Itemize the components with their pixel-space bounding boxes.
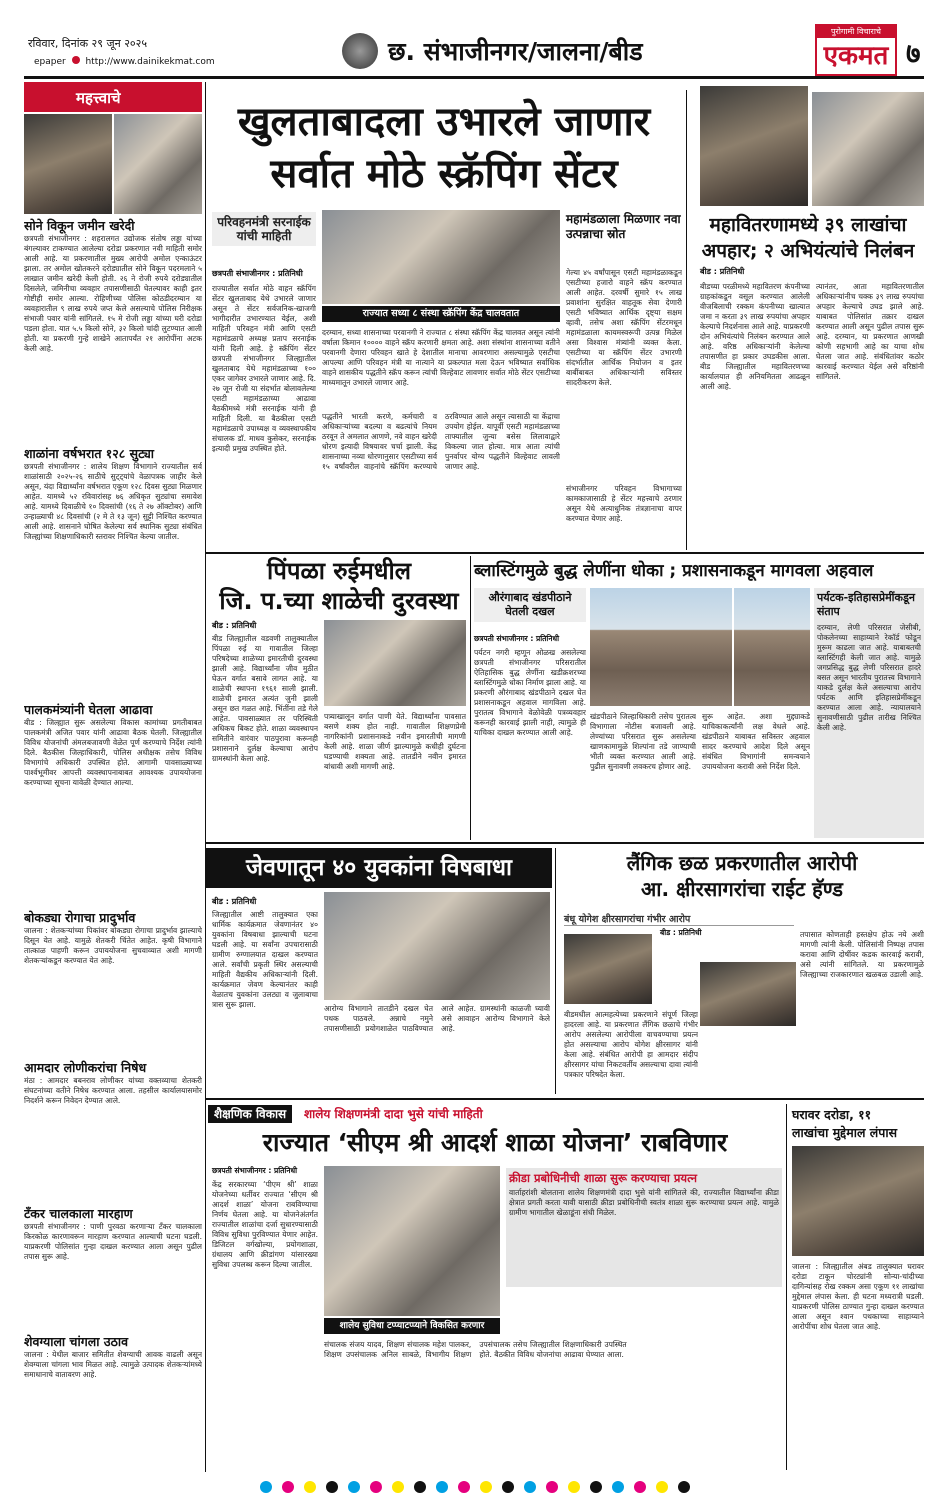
registration-dot xyxy=(458,1481,470,1493)
lead-body-right: पद्धतीने भारती करणे, कर्मचारी व अधिकाऱ्यांच्या बदल्या व बढत्यांचे नियम ठरवून ते अमलात आणणे, नवे वाहन खरेदी धोरण इत्यादी विषयावर चर्चा झाली. केंद्र शासनाच्या नव्या धोरणानुसार एसटीच्या सर्व १५ वर्षांवरील वाहनांचे स्क्रॅपिंग करण्याचे ठरविण्यात आले असून त्यासाठी या केंद्राचा उपयोग होईल. यापूर्वी एसटी महामंडळाच्या ताफ्यातील जुन्या बसेस लिलावाद्वारे विकल्या जात होत्या. मात्र आता त्यांची पुनर्वापर योग्य पद्धतीने विल्हेवाट लावली जाणार आहे. xyxy=(322,412,560,471)
sidebar-story-body: छत्रपती संभाजीनगर : शहरालगत उद्योजक संतोष लड्डा यांच्या बंगल्यावर टाकण्यात आलेल्या दरोडा प्रकरणात नवी माहिती समोर आली आहे. या प्रकरणातील मुख्य आरोपी अमोल एन्काऊंटर झाला. तर अमोल खोतकरने दरोड्यातील सोने विकून पदरमलाने ५ लाखात जमीन खरेदी केली होती. २६ ने रोजी रुपये दरोड्यातील दिसलेले, जमिनीचा व्यवहार तपासणीसाठी घेतल्यावर काही इतर गोष्टीही समोर आल्या. रोहिणीच्या पोलिस कोठडीदरम्यान या व्यवहारातील ९ लाख रुपये जप्त केले असल्याचे पोलिस निरीक्षक संभाजी पवार यांनी सांगितले. १५ मे रोजी लड्डा यांच्या घरी दरोडा पडला होता. यात ५.५ किलो सोने, ३२ किलो चांदी लुटण्यात आली होती. या प्रकरणी गुन्हे शाखेने आतापर्यंत २१ आरोपींना अटक केली आहे. xyxy=(24,234,202,353)
sidebar-story-title: शेवग्याला चांगला उठाव xyxy=(24,1334,129,1349)
emblem-icon xyxy=(342,33,378,69)
registration-dot xyxy=(414,1481,426,1493)
sidebar-story-title: टँकर चालकाला मारहाण xyxy=(24,1206,133,1221)
pimpala-headline-line1: पिंपळा रुईमधील xyxy=(266,557,412,585)
sidebar-story-body: छत्रपती संभाजीनगर : पाणी पुरवठा करणाऱ्या टँकर चालकाला किरकोळ कारणावरून मारहाण करण्यात आल्याची घटना घडली. याप्रकरणी पोलिसांत गुन्हा दाखल करण्यात आला असून पुढील तपास सुरू आहे. xyxy=(24,1222,202,1261)
row3-rule xyxy=(206,1098,924,1100)
website-url: http://www.dainikekmat.com xyxy=(85,57,215,67)
ellora-byline: छत्रपती संभाजीनगर : प्रतिनिधी xyxy=(474,634,560,643)
edition-title: छ. संभाजीनगर/जालना/बीड xyxy=(388,37,643,66)
sidebar-story-title: बोकड्या रोगाचा प्रादुर्भाव xyxy=(24,910,136,925)
gharfod-headline xyxy=(792,1106,924,1142)
brand-logo xyxy=(815,24,897,76)
sidebar-story xyxy=(24,1060,202,1202)
laingik-body: बीडमधील आत्महत्येच्या प्रकरणाने संपूर्ण जिल्हा हादरला आहे. या प्रकरणात लैंगिक छळाचे गंभीर आरोप असलेल्या आरोपीला वाचवण्याचा प्रयत्न होत असल्याचा आरोप योगेश क्षीरसागर यांनी केला आहे. संबंधित आरोपी हा आमदार संदीप क्षीरसागर यांचा निकटवर्तीय असल्याचा दावा त्यांनी पत्रकार परिषदेत केला. xyxy=(564,1010,698,1079)
ellora-kicker: औरंगाबाद खंडपीठाने घेतली दखल xyxy=(488,591,572,618)
pimpala-body2: पत्र्याखालून वर्गात पाणी येते. विद्यार्थ्यांना पावसात बसणे शक्य होत नाही. गावातील शिक्षणप्रेमी नागरिकांनी प्रशासनाकडे नवीन इमारतीची मागणी केली आहे. शाळा जीर्ण झाल्यामुळे कधीही दुर्घटना घडण्याची शक्यता आहे. तातडीने नवीन इमारत बांधावी अशी मागणी आहे. xyxy=(324,712,466,771)
epaper-label: epaper xyxy=(34,57,66,67)
school-photo xyxy=(324,620,466,706)
sidebar-story xyxy=(24,218,202,442)
sidebar-story xyxy=(24,1206,202,1330)
shaikshanik-subtitle: शालेय शिक्षणमंत्री दादा भुसे यांची माहिती xyxy=(304,1107,483,1121)
lead-kicker-box xyxy=(212,212,316,246)
jevan-body: जिल्ह्यातील आष्टी तालुक्यात एका धार्मिक कार्यक्रमात जेवणानंतर ४० युवकांना विषबाधा झाल्याची घटना घडली आहे. या सर्वांना उपचारासाठी ग्रामीण रुग्णालयात दाखल करण्यात आले. सर्वांची प्रकृती स्थिर असल्याची माहिती वैद्यकीय अधिकाऱ्यांनी दिली. कार्यक्रमात जेवण केल्यानंतर काही वेळातच युवकांना उलट्या व जुलाबाचा त्रास सुरू झाला. xyxy=(212,910,318,1009)
sidebar-story-body: मंठा : आमदार बबनराव लोणीकर यांच्या वक्तव्याचा शेतकरी संघटनांच्या वतीने निषेध करण्यात आला. तहसील कार्यालयासमोर निदर्शने करून निवेदन देण्यात आले. xyxy=(24,1076,202,1105)
meeting-photo xyxy=(322,210,560,304)
shaikshanik-divider xyxy=(786,1104,787,1470)
shaikshanik-photo-caption: शालेय सुविधा टप्प्याटप्प्याने विकसित करणार xyxy=(324,1318,500,1334)
sidebar-story-list xyxy=(24,218,202,1414)
registration-dot xyxy=(326,1481,338,1493)
registration-dot xyxy=(502,1481,514,1493)
color-registration-marks xyxy=(55,1478,895,1494)
mahamandal-headline: महामंडळाला मिळणार नवा उत्पन्नाचा स्रोत xyxy=(566,212,681,241)
page-number: ७ xyxy=(906,37,921,70)
shaikshanik-strap xyxy=(208,1104,782,1124)
registration-dot xyxy=(480,1481,492,1493)
shaikshanik-body: केंद्र सरकारच्या ‘पीएम श्री’ शाळा योजनेच्या धर्तीवर राज्यात ‘सीएम श्री आदर्श शाळा’ योजना राबविण्याचा निर्णय घेतला आहे. या योजनेअंतर्गत राज्यातील शाळांचा दर्जा सुधारण्यासाठी विविध सुविधा पुरविण्यात येणार आहेत. डिजिटल वर्गखोल्या, प्रयोगशाळा, ग्रंथालय आणि क्रीडांगण यांसारख्या सुविधा उपलब्ध करून दिल्या जातील. xyxy=(212,1180,318,1269)
pimpala-byline: बीड : प्रतिनिधी xyxy=(212,621,257,630)
mahavitaran-byline: बीड : प्रतिनिधी xyxy=(700,267,745,276)
sidebar-story xyxy=(24,702,202,906)
mahamandal-extra: संभाजीनगर परिवहन विभागाच्या कामकाजासाठी हे सेंटर महत्त्वाचे ठरणार असून येथे अत्याधुनिक तंत्रज्ञानाचा वापर करण्यात येणार आहे. xyxy=(566,484,682,523)
mahavitaran-body-left: बीडच्या परळीमध्ये महावितरण कंपनीच्या ग्राहकांकडून वसूल करण्यात आलेली वीजबिलाची रक्कम कंपनीच्या खात्यात जमा न करता ३९ लाख रुपयांचा अपहार केल्याचे निदर्शनास आले आहे. याप्रकरणी दोन अभियंत्यांचे निलंबन करण्यात आले आहे. वरिष्ठ अधिकाऱ्यांनी केलेल्या तपासणीत हा प्रकार उघडकीस आला. बीड जिल्ह्यातील महावितरणच्या कार्यालयात ही अनियमितता आढळून आली आहे. xyxy=(700,282,810,391)
sidebar-story-body: बीड : जिल्ह्यात सुरू असलेल्या विकास कामांच्या प्रगतीबाबत पालकमंत्री अजित पवार यांनी आढावा बैठक घेतली. जिल्ह्यातील विविध योजनांची अंमलबजावणी वेळेत पूर्ण करण्याचे निर्देश त्यांनी दिले. बैठकीस जिल्हाधिकारी, पोलिस अधीक्षक तसेच विविध विभागांचे अधिकारी उपस्थित होते. आगामी पावसाळ्याच्या पार्श्वभूमीवर आपत्ती व्यवस्थापनाबाबत आवश्यक उपाययोजना करण्याच्या सूचना यावेळी देण्यात आल्या. xyxy=(24,718,202,787)
house-photo xyxy=(792,1146,924,1256)
sidebar-story xyxy=(24,1334,202,1414)
gharfod-headline-line1: घरावर दरोडा, ११ xyxy=(792,1107,872,1122)
row2-rule xyxy=(206,842,924,844)
accused-photo-2 xyxy=(700,962,796,1026)
shaikshanik-headline: राज्यात ‘सीएम श्री आदर्श शाळा योजना’ राबविणार xyxy=(262,1128,728,1157)
minister-photo xyxy=(324,1166,500,1316)
cave-photo-1 xyxy=(590,588,732,706)
sidebar-story-title: पालकमंत्र्यांनी घेतला आढावा xyxy=(24,702,153,717)
registration-dot xyxy=(590,1481,602,1493)
registration-dot xyxy=(678,1481,690,1493)
pimpala-headline-line2: जि. प.च्या शाळेची दुरवस्था xyxy=(219,587,459,615)
saint-photo xyxy=(114,114,202,214)
woman-photo xyxy=(24,114,112,214)
ellora-headline: ब्लास्टिंगमुळे बुद्ध लेणींना धोका ; प्रशासनाकडून मागवला अहवाल xyxy=(474,561,874,581)
registration-dot xyxy=(546,1481,558,1493)
paryatak-box xyxy=(814,588,924,838)
engineer1-photo xyxy=(700,86,808,206)
registration-dot xyxy=(656,1481,668,1493)
pimpala-body: बीड जिल्ह्यातील वडवणी तालुक्यातील पिंपळा रुई या गावातील जिल्हा परिषदेच्या शाळेच्या इमारतीची दुरवस्था झाली आहे. विद्यार्थ्यांना जीव मुठीत घेऊन वर्गात बसावे लागत आहे. या शाळेची स्थापना १९६१ साली झाली. शाळेची इमारत अत्यंत जुनी झाली असून छत गळत आहे. भिंतींना तडे गेले आहेत. पावसाळ्यात तर परिस्थिती अधिकच बिकट होते. शाळा व्यवस्थापन समितीने वारंवार पाठपुरावा करूनही प्रशासनाने दुर्लक्ष केल्याचा आरोप ग्रामस्थांनी केला आहे. xyxy=(212,634,318,763)
shaikshanik-body2: संचालक संजय यादव, शिक्षण संचालक महेश पालकर, शिक्षण उपसंचालक अनिल साबळे, विभागीय शिक्षण उपसंचालक तसेच जिल्ह्यातील शिक्षणाधिकारी उपस्थित होते. बैठकीत विविध योजनांचा आढावा घेण्यात आला. xyxy=(324,1340,627,1359)
sidebar-story-body: जालना : येथील बाजार समितीत शेवग्याची आवक वाढली असून शेवग्याला चांगला भाव मिळत आहे. त्यामुळे उत्पादक शेतकऱ्यांमध्ये समाधानाचे वातावरण आहे. xyxy=(24,1350,202,1379)
lead-body-mid: दरम्यान, सध्या शासनाच्या परवानगी ने राज्यात ८ संस्था स्क्रॅपिंग केंद्र चालवत असून त्यांनी वर्षाला किमान १०००० वाहने स्क्रॅप करणारी क्षमता आहे. अशा संस्थांना शासनाच्या वतीने परवानगी देणारा परिवहन खाते हे देशातील मानाचा आवरणारा असल्यामुळे एसटीचा आपल्या आणि परिवहन मंत्री या नात्याने या प्रकल्पात मला देऊन भविष्यात सर्वाधिक वाहने शासकीय पद्धतीने स्क्रॅप करून त्यांची विल्हेवाट लावणार सर्वात मोठे सेंटर एसटीच्या माध्यमातून उभारले जाणार आहे. xyxy=(322,328,560,387)
laingik-body2: तपासात कोणताही हस्तक्षेप होऊ नये अशी मागणी त्यांनी केली. पोलिसांनी निष्पक्ष तपास करावा आणि दोषींवर कडक कारवाई करावी, असे त्यांनी सांगितले. या प्रकरणामुळे जिल्ह्याच्या राजकारणात खळबळ उडाली आहे. xyxy=(800,930,924,979)
registration-dot xyxy=(304,1481,316,1493)
globe-icon xyxy=(72,56,80,64)
sidebar-column xyxy=(24,82,202,1472)
jevan-body2: आरोग्य विभागाने तातडीने दखल घेत पथक पाठवले. अन्नाचे नमुने तपासणीसाठी प्रयोगशाळेत पाठविण्यात आले आहेत. ग्रामस्थांनी काळजी घ्यावी असे आवाहन आरोग्य विभागाने केले आहे. xyxy=(324,1004,550,1033)
jevan-byline: बीड : प्रतिनिधी xyxy=(212,897,257,906)
paryatak-body: दरम्यान, लेणी परिसरात जेसीबी, पोकलेनच्या साहाय्याने रेकॉर्ड फोडून मुरूम काढला जात आहे. याबाबतची ब्लास्टिंगही केली जात आहे. यामुळे जगप्रसिद्ध बुद्ध लेणी परिसरात हादरे बसत असून भारतीय पुरातत्त्व विभागाने याकडे दुर्लक्ष केले असल्याचा आरोप पर्यटक आणि इतिहासप्रेमींकडून करण्यात आला आहे. न्यायालयाने सुनावणीसाठी पुढील तारीख निश्चित केली आहे. xyxy=(817,623,921,732)
kreeda-headline: क्रीडा प्रबोधिनीची शाळा सुरू करण्याचा प्रयत्न xyxy=(509,1171,698,1185)
laingik-kicker-box xyxy=(564,912,794,926)
sidebar-story xyxy=(24,910,202,1056)
lead-kicker: परिवहनमंत्री सरनाईक यांची माहिती xyxy=(217,215,311,243)
registration-dot xyxy=(568,1481,580,1493)
laingik-kicker: बंधू योगेश क्षीरसागरांचा गंभीर आरोप xyxy=(564,914,691,925)
laingik-headline-line2: आ. क्षीरसागरांचा राईट हॅण्ड xyxy=(641,877,843,901)
sidebar-story-title: आमदार लोणीकरांचा निषेध xyxy=(24,1060,147,1075)
lead-byline: छत्रपती संभाजीनगर : प्रतिनिधी xyxy=(212,269,303,278)
ellora-body3: सुरू आहेत. अशा मुद्द्याकडे याचिकाकर्त्यांनी लक्ष वेधले आहे. खंडपीठाने याबाबत सविस्तर अहवाल सादर करण्याचे आदेश दिले असून संबंधित विभागांनी समन्वयाने उपाययोजना करावी असे निर्देश दिले. xyxy=(702,712,810,771)
mahamandal-body: गेल्या ४५ वर्षांपासून एसटी महामंडळाकडून एसटीच्या हजारो वाहने स्क्रॅप करण्यात आली आहेत. दरवर्षी सुमारे १५ लाख प्रवाशांना सुरक्षित वाहतूक सेवा देणारी एसटी भविष्यात आर्थिक दृष्ट्या सक्षम व्हावी, तसेच अशा स्क्रॅपिंग सेंटरमधून महामंडळाला कायमस्वरूपी उत्पन्न मिळेल असा विश्वास मंत्र्यांनी व्यक्त केला. एसटीच्या या स्क्रॅपिंग सेंटर उभारणी संदर्भातील आर्थिक नियोजन व इतर बाबींबाबत अधिकाऱ्यांनी सविस्तर सादरीकरण केले. xyxy=(566,268,682,387)
lead-headline xyxy=(206,96,682,200)
shaikshanik-byline: छत्रपती संभाजीनगर : प्रतिनिधी xyxy=(212,1166,298,1175)
paryatak-headline: पर्यटक-इतिहासप्रेमींकडून संताप xyxy=(817,591,915,618)
sidebar-story xyxy=(24,446,202,698)
hospital-photo xyxy=(324,892,550,1000)
lead-photo-caption: राज्यात सध्या ८ संस्था स्क्रॅपिंग केंद्र चालवतात xyxy=(322,306,560,322)
sidebar-header: महत्त्वाचे xyxy=(24,82,202,112)
laingik-headline xyxy=(560,850,924,902)
brand-tagline: पुरोगामी विचाराचे xyxy=(817,26,895,38)
ellora-kicker-box xyxy=(474,588,586,622)
ellora-body2: खंडपीठाने जिल्हाधिकारी तसेच पुरातत्व विभागाला नोटीस बजावली आहे. लेण्यांच्या परिसरात सुरू असलेल्या खाणकामामुळे शिल्पांना तडे जाण्याची भीती व्यक्त करण्यात आली आहे. पुढील सुनावणी लवकरच होणार आहे. xyxy=(590,712,696,771)
pimpala-headline xyxy=(208,556,470,616)
lead-divider xyxy=(686,90,687,550)
registration-dot xyxy=(634,1481,646,1493)
registration-dot xyxy=(436,1481,448,1493)
sidebar-divider xyxy=(205,82,206,1472)
ellora-body: पर्यटन नगरी म्हणून ओळख असलेल्या छत्रपती संभाजीनगर परिसरातील ऐतिहासिक बुद्ध लेणींना खडीक्रशरच्या ब्लास्टिंगमुळे धोका निर्माण झाला आहे. या प्रकरणी औरंगाबाद खंडपीठाने दखल घेत प्रशासनाकडून अहवाल मागविला आहे. पुरातत्व विभागाने वेळोवेळी पत्रव्यवहार करूनही कारवाई झाली नाही, त्यामुळे ही याचिका दाखल करण्यात आली आहे. xyxy=(474,648,586,737)
laingik-byline: बीड : प्रतिनिधी xyxy=(660,928,702,937)
registration-dot xyxy=(348,1481,360,1493)
issue-date: रविवार, दिनांक २९ जून २०२५ xyxy=(28,37,148,50)
sidebar-story-title: शाळांना वर्षभरात १२८ सुट्या xyxy=(24,446,155,461)
registration-dot xyxy=(260,1481,272,1493)
row1-rule xyxy=(206,552,924,554)
lead-headline-line1: खुलताबादला उभारले जाणार xyxy=(237,99,651,145)
mahamandal-kicker xyxy=(566,212,686,242)
pimpala-divider xyxy=(470,556,471,840)
kreeda-box xyxy=(506,1168,782,1287)
jevan-divider xyxy=(555,848,556,1094)
jevan-headline: जेवणातून ४० युवकांना विषबाधा xyxy=(206,848,552,888)
laingik-headline-line1: लैंगिक छळ प्रकरणातील आरोपी xyxy=(626,851,858,875)
kreeda-body: वार्ताहरांशी बोलताना शालेय शिक्षणमंत्री दादा भुसे यांनी सांगितले की, राज्यातील विद्यार्थ्यांना क्रीडा क्षेत्रात प्रगती करता यावी यासाठी क्रीडा प्रबोधिनीची स्वतंत्र शाळा सुरू करण्याचा प्रयत्न आहे. यामुळे ग्रामीण भागातील खेळाडूंना संधी मिळेल. xyxy=(509,1188,779,1217)
cave-photo-2 xyxy=(734,588,810,706)
lead-headline-line2: सर्वात मोठे स्क्रॅपिंग सेंटर xyxy=(270,151,618,197)
sidebar-story-title: सोने विकून जमीन खरेदी xyxy=(24,218,135,233)
registration-dot xyxy=(370,1481,382,1493)
sidebar-story-body: छत्रपती संभाजीनगर : शालेय शिक्षण विभागाने राज्यातील सर्व शाळांसाठी २०२५-२६ साठीचे सुट्ट्यांचे वेळापत्रक जाहीर केले असून, यंदा विद्यार्थ्यांना वर्षभरात एकूण १२८ दिवस सुट्या मिळणार आहेत. यामध्ये ५२ रविवारांसह ७६ अधिकृत सुट्यांचा समावेश आहे. यामध्ये दिवाळीचे १० दिवसांची (१६ ते २७ ऑक्टोबर) आणि उन्हाळ्याची ४८ दिवसांची (२ मे ते १३ जून) सुट्टी निश्चित करण्यात आली आहे. शासनाने घोषित केलेल्या सर्व स्थानिक सुट्या संबंधित जिल्ह्यांच्या शिक्षणाधिकारी स्तरावर निश्चित केल्या जातील. xyxy=(24,462,202,541)
registration-dot xyxy=(282,1481,294,1493)
brand-name: एकमत xyxy=(823,41,889,71)
registration-dot xyxy=(612,1481,624,1493)
shaikshanik-label: शैक्षणिक विकास xyxy=(208,1105,292,1123)
engineer2-photo xyxy=(812,92,924,206)
sidebar-photos xyxy=(24,114,202,214)
epaper-link[interactable] xyxy=(34,56,215,67)
sidebar-story-body: जालना : शेतकऱ्यांच्या पिकांवर बोकड्या रोगाचा प्रादुर्भाव झाल्याचे दिसून येत आहे. यामुळे शेतकरी चिंतेत आहेत. कृषी विभागाने तात्काळ पाहणी करून उपाययोजना सुचवाव्यात अशी मागणी शेतकऱ्यांकडून करण्यात येत आहे. xyxy=(24,926,202,965)
mahavitaran-body-right: त्यानंतर, आता महावितरणातील अधिकाऱ्यांनीच चक्क ३९ लाख रुपयांचा अपहार केल्याचे उघड झाले आहे. याबाबत पोलिसांत तक्रार दाखल करण्यात आली असून पुढील तपास सुरू आहे. दरम्यान, या प्रकरणात आणखी कोणी सहभागी आहे का याचा शोध घेतला जात आहे. संबंधितांवर कठोर कारवाई करण्यात येईल असे वरिष्ठांनी सांगितले. xyxy=(816,282,924,381)
lead-body-left: राज्यातील सर्वात मोठे वाहन स्क्रॅपिंग सेंटर खुलताबाद येथे उभारले जाणार असून ते सेंटर सर्वजनिक-खाजगी भागीदारीत उभारण्यात येईल, अशी माहिती परिवहन मंत्री आणि एसटी महामंडळाचे अध्यक्ष प्रताप सरनाईक यांनी दिली आहे. हे स्क्रॅपिंग सेंटर छत्रपती संभाजीनगर जिल्ह्यातील खुलताबाद येथे महामंडळाच्या १०० एकर जागेवर उभारले जाणार आहे. दि. २७ जून रोजी या संदर्भात बोलावलेल्या एसटी महामंडळाच्या आढावा बैठकीमध्ये मंत्री सरनाईक यांनी ही माहिती दिली. या बैठकीला एसटी महामंडळाचे उपाध्यक्ष व व्यवस्थापकीय संचालक डॉ. माधव कुसेकर, सरनाईक इत्यादी प्रमुख उपस्थित होते. xyxy=(212,284,316,453)
mahavitaran-headline: महावितरणामध्ये ३९ लाखांचा अपहार; २ अभियंत्यांचे निलंबन xyxy=(701,214,915,262)
masthead-rule xyxy=(24,76,924,79)
gharfod-body: जालना : जिल्ह्यातील अंबड तालुक्यात घरावर दरोडा टाकून चोरट्यांनी सोन्या-चांदीच्या दागिन्यांसह रोख रक्कम असा एकूण ११ लाखांचा मुद्देमाल लंपास केला. ही घटना मध्यरात्री घडली. याप्रकरणी पोलिस ठाण्यात गुन्हा दाखल करण्यात आला असून श्वान पथकाच्या साहाय्याने आरोपींचा शोध घेतला जात आहे. xyxy=(792,1262,924,1331)
accused-photo-1 xyxy=(564,934,652,1004)
registration-dot xyxy=(392,1481,404,1493)
gharfod-headline-line2: लाखांचा मुद्देमाल लंपास xyxy=(792,1125,898,1140)
registration-dot xyxy=(524,1481,536,1493)
